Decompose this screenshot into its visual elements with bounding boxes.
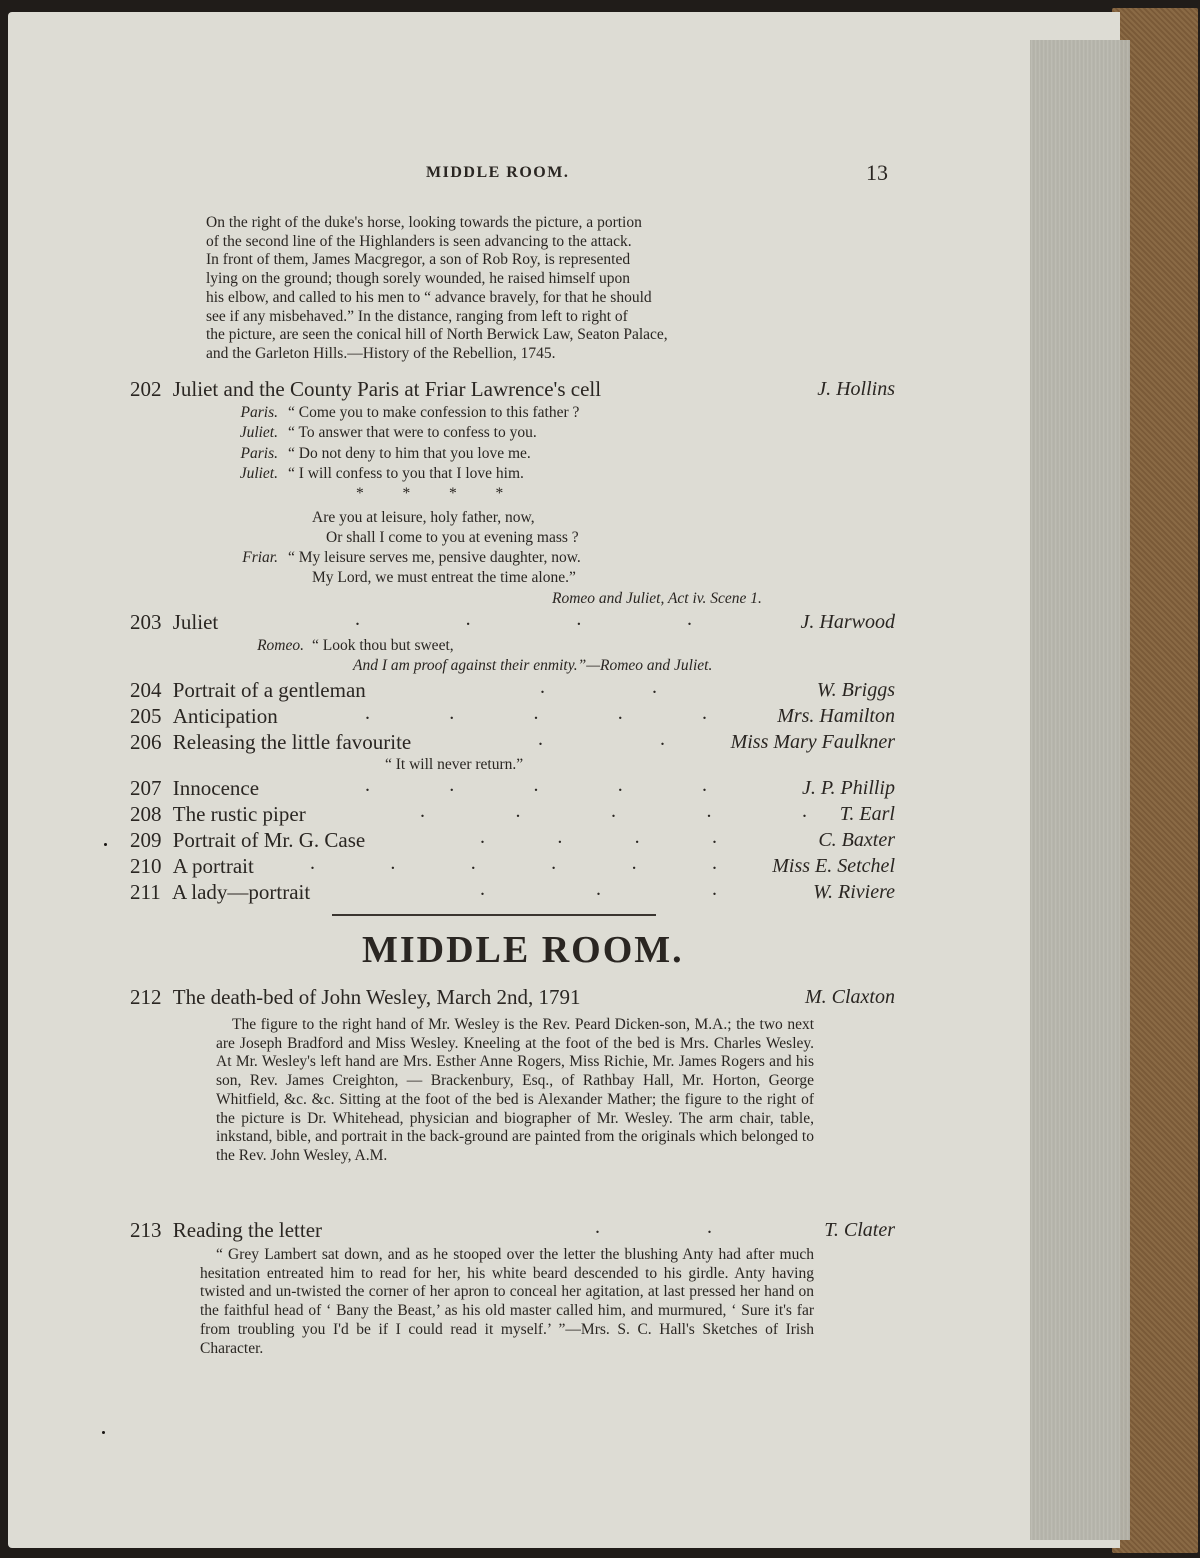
leader-dots: . . . . .	[365, 702, 710, 724]
leader-dots: . . .	[480, 878, 720, 900]
entry-artist: Miss E. Setchel	[772, 855, 895, 877]
entry-number: 206	[130, 730, 162, 754]
entry-title: Anticipation	[172, 704, 278, 728]
entry-title: Juliet and the County Paris at Friar Lawrence's cell	[172, 377, 602, 401]
entry-title: A portrait	[172, 854, 254, 878]
intro-line: In front of them, James Macgregor, a son of Rob Roy, is represented	[206, 251, 631, 269]
intro-line: see if any misbehaved.” In the distance, ranging from left to right of	[206, 307, 628, 325]
entry-number: 204	[130, 678, 162, 702]
quote-line: And I am proof against their enmity.”—Romeo and Juliet.	[353, 657, 713, 674]
entry-number: 213	[130, 1218, 162, 1242]
dialogue-line: “ Do not deny to him that you love me.	[288, 445, 531, 462]
entry-title: The rustic piper	[172, 802, 306, 826]
leader-dots: . . . . .	[420, 800, 810, 822]
intro-line: his elbow, and called to his men to “ advance bravely, for that he should	[206, 288, 652, 306]
leader-dots: . . . .	[480, 826, 720, 848]
catalogue-entry-207	[130, 776, 259, 801]
entry-artist: J. P. Phillip	[802, 777, 895, 799]
speaker-label: Friar.	[242, 549, 278, 566]
verse-line: Are you at leisure, holy father, now,	[312, 509, 535, 526]
catalogue-entry-213	[130, 1218, 322, 1243]
entry-artist: C. Baxter	[818, 829, 895, 851]
ink-speck	[104, 843, 107, 846]
intro-line: lying on the ground; though sorely wounded, he raised himself upon	[206, 270, 631, 288]
page-number: 13	[866, 160, 888, 185]
speaker-label: Juliet.	[239, 424, 278, 441]
entry-number: 211	[130, 880, 161, 904]
speaker-label: Romeo.	[257, 637, 304, 654]
intro-line: the picture, are seen the conical hill of North Berwick Law, Seaton Palace,	[206, 326, 668, 344]
speaker-label: Juliet.	[239, 465, 278, 482]
intro-line: and the Garleton Hills.—History of the Rebellion, 1745.	[206, 344, 556, 362]
ink-speck	[102, 1431, 105, 1434]
entry-artist: J. Harwood	[800, 611, 895, 633]
entry-artist: Mrs. Hamilton	[777, 705, 895, 727]
catalogue-entry-203	[130, 610, 218, 635]
catalogue-entry-210	[130, 854, 254, 879]
entry-title: Reading the letter	[172, 1218, 323, 1242]
catalogue-entry-208	[130, 802, 306, 827]
asterisk-break: * * * *	[356, 485, 504, 502]
entry-artist: Miss Mary Faulkner	[730, 731, 895, 753]
running-head: MIDDLE ROOM.	[426, 164, 570, 181]
dialogue-line: My Lord, we must entreat the time alone.”	[312, 569, 576, 586]
entry-number: 208	[130, 802, 162, 826]
leader-dots: . . . . .	[365, 774, 710, 796]
intro-paragraph	[206, 214, 812, 364]
leader-dots: . . . . . .	[310, 852, 720, 874]
citation: Romeo and Juliet, Act iv. Scene 1.	[552, 590, 762, 607]
catalogue-entry-211	[130, 880, 310, 905]
verse-line: Or shall I come to you at evening mass ?	[326, 529, 579, 546]
leader-dots: . .	[538, 728, 668, 750]
catalogue-entry-202	[130, 377, 601, 402]
catalogue-entry-204	[130, 678, 366, 703]
dialogue-line: “ I will confess to you that I love him.	[288, 465, 524, 482]
entry-212-description: The figure to the right hand of Mr. Wesley is the Rev. Peard Dicken-son, M.A.; the two next are Joseph Bradford and Miss Wesley. Kneeling at the foot of the bed is Mrs. Charles Wesley. At Mr. Wesley's left hand are Mrs. Esther Anne Rogers, Miss Richie, Mr. James Rogers and his son, Rev. James Creighton, — Brackenbury, Esq., of Rathbay Hall, Mr. Horton, George Whitfield, &c. &c. Sitting at the foot of the bed is Alexander Mather; the figure to the right of the picture is Dr. Whitehead, physician and biographer of Mr. Wesley. The arm chair, table, inkstand, bible, and portrait in the back-ground are painted from the originals which belonged to the Rev. John Wesley, A.M.	[216, 1016, 814, 1164]
entry-number: 202	[130, 377, 162, 401]
speaker-label: Paris.	[240, 404, 278, 421]
leader-dots: . . . .	[355, 608, 695, 630]
entry-number: 210	[130, 854, 162, 878]
dialogue-line: “ My leisure serves me, pensive daughter, now.	[288, 549, 581, 566]
entry-artist: J. Hollins	[817, 378, 895, 400]
entry-number: 203	[130, 610, 162, 634]
entry-title: Releasing the little favourite	[172, 730, 412, 754]
entry-artist: M. Claxton	[805, 986, 895, 1008]
entry-artist: W. Riviere	[813, 881, 895, 903]
dialogue-line: “ To answer that were to confess to you.	[288, 424, 537, 441]
leader-dots: . .	[595, 1216, 715, 1238]
intro-line: of the second line of the Highlanders is seen advancing to the attack.	[206, 232, 632, 250]
section-rule	[332, 914, 656, 916]
entry-title: Portrait of Mr. G. Case	[172, 828, 366, 852]
entry-title: Juliet	[172, 610, 219, 634]
entry-213-description: “ Grey Lambert sat down, and as he stooped over the letter the blushing Anty had after much hesitation entreated him to read for her, his white beard descended to his girdle. Anty having twisted and un-twisted the corner of her apron to conceal her agitation, at last pressed her hand on the faithful head of ‘ Bany the Beast,’ as his old master called him, and murmured, ‘ Sure it's far from troubling you I'd be if I could read it myself.’ ”—Mrs. S. C. Hall's Sketches of Irish Character.	[200, 1246, 814, 1357]
catalogue-entry-209	[130, 828, 365, 853]
entry-number: 209	[130, 828, 162, 852]
entry-title: Innocence	[172, 776, 260, 800]
entry-number: 212	[130, 985, 162, 1009]
speaker-label: Paris.	[240, 445, 278, 462]
catalogue-entry-205	[130, 704, 278, 729]
entry-number: 205	[130, 704, 162, 728]
entry-artist: W. Briggs	[816, 679, 895, 701]
dialogue-line: “ Come you to make confession to this father ?	[288, 404, 580, 421]
entry-artist: T. Clater	[824, 1219, 895, 1241]
section-title: MIDDLE ROOM.	[362, 929, 684, 971]
entry-number: 207	[130, 776, 162, 800]
entry-title: A lady—portrait	[171, 880, 311, 904]
entry-title: Portrait of a gentleman	[172, 678, 366, 702]
intro-line: On the right of the duke's horse, looking towards the picture, a portion	[206, 214, 642, 231]
quote-line: “ It will never return.”	[385, 756, 524, 773]
catalogue-entry-206	[130, 730, 411, 755]
entry-title: The death-bed of John Wesley, March 2nd, 1791	[172, 985, 581, 1009]
entry-artist: T. Earl	[839, 803, 895, 825]
leader-dots: . .	[540, 676, 660, 698]
catalogue-entry-212	[130, 985, 580, 1010]
quote-line: “ Look thou but sweet,	[312, 637, 454, 654]
